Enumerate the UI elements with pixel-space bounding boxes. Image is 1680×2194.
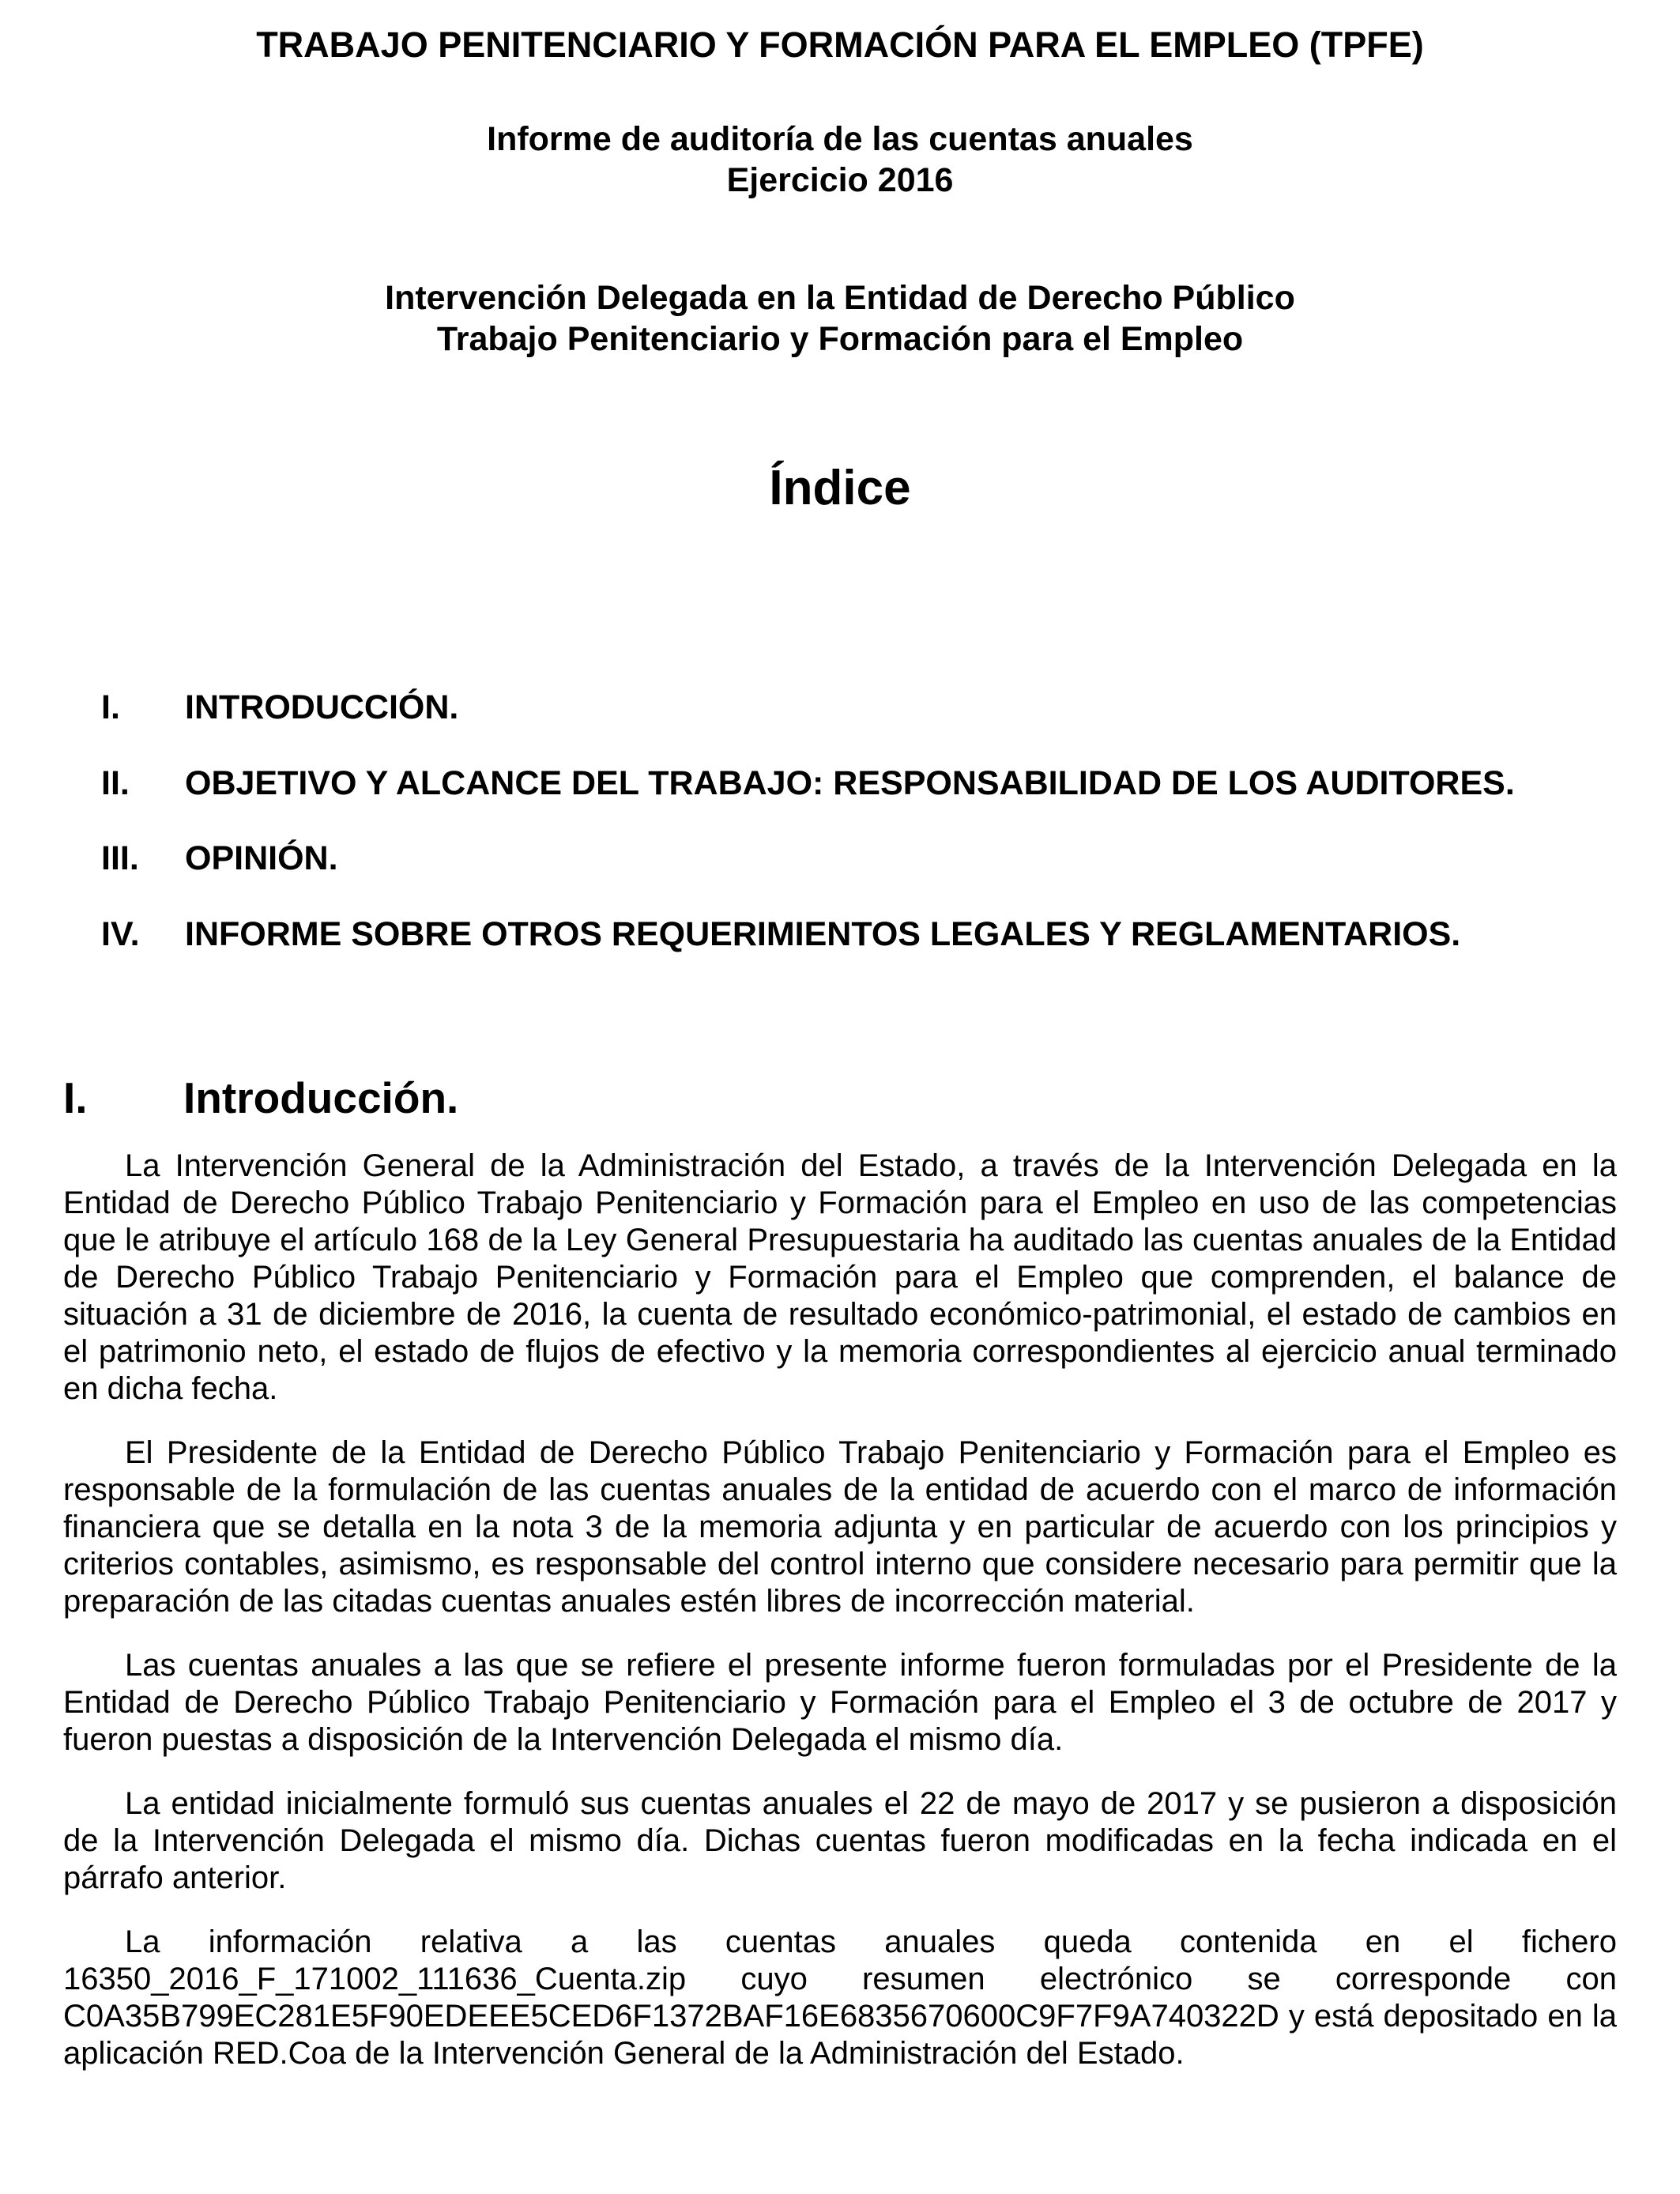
toc-item-opinion: [63, 839, 1617, 880]
report-subtitle-line1: Informe de auditoría de las cuentas anuales: [487, 120, 1193, 158]
toc-item-number: III.: [101, 839, 139, 878]
toc-item-label: OBJETIVO Y ALCANCE DEL TRABAJO: RESPONSABILIDAD DE LOS AUDITORES.: [185, 763, 1515, 802]
toc-item-objetivo: [63, 763, 1617, 805]
toc-item-informe-otros: [63, 914, 1617, 956]
section-number: I.: [63, 1073, 88, 1123]
index-heading: Índice: [769, 460, 911, 515]
toc-item-label: INTRODUCCIÓN.: [185, 688, 459, 726]
paragraph-2: El Presidente de la Entidad de Derecho Público Trabajo Penitenciario y Formación para el Empleo es responsable de la formulación de las cuentas anuales de la entidad de acuerdo con el marco de información financiera que se detalla en la nota 3 de la memoria adjunta y en particular de acuerdo con los principios y criterios contables, asimismo, es responsable del control interno que considere necesario para permitir que la preparación de las citadas cuentas anuales estén libres de incorrección material.: [63, 1434, 1617, 1619]
toc-item-number: IV.: [101, 914, 140, 953]
table-of-contents: [63, 688, 1617, 955]
section-heading-introduccion: [63, 1073, 1617, 1123]
paragraph-1: La Intervención General de la Administración del Estado, a través de la Intervención Delegada en la Entidad de Derecho Público Trabajo Penitenciario y Formación para el Empleo en uso de las competencias que le atribuye el artículo 168 de la Ley General Presupuestaria ha auditado las cuentas anuales de la Entidad de Derecho Público Trabajo Penitenciario y Formación para el Empleo que comprenden, el balance de situación a 31 de diciembre de 2016, la cuenta de resultado económico-patrimonial, el estado de cambios en el patrimonio neto, el estado de flujos de efectivo y la memoria correspondientes al ejercicio anual terminado en dicha fecha.: [63, 1148, 1617, 1406]
organization-line2: Trabajo Penitenciario y Formación para el Empleo: [436, 320, 1244, 359]
toc-item-label: OPINIÓN.: [185, 839, 338, 878]
organization-name: [63, 277, 1617, 360]
report-subtitle-line2: Ejercicio 2016: [726, 161, 954, 200]
section-title: Introducción.: [183, 1073, 459, 1123]
paragraph-5: La información relativa a las cuentas anuales queda contenida en el fichero 16350_2016_F_171002_111636_Cuenta.zip cuyo resumen electrónico se corresponde con C0A35B799EC281E5F90EDEEE5CED6F1372BAF16E6835670600C9F7F9A740322D y está depositado en la aplicación RED.Coa de la Intervención General de la Administración del Estado.: [63, 1924, 1617, 2071]
toc-item-number: I.: [101, 688, 120, 726]
toc-item-introduccion: [63, 688, 1617, 729]
toc-item-number: II.: [101, 763, 130, 802]
toc-item-label: INFORME SOBRE OTROS REQUERIMIENTOS LEGALES Y REGLAMENTARIOS.: [185, 914, 1461, 953]
report-subtitle: [63, 119, 1617, 202]
paragraph-3: Las cuentas anuales a las que se refiere el presente informe fueron formuladas por el Presidente de la Entidad de Derecho Público Trabajo Penitenciario y Formación para el Empleo el 3 de octubre de 2017 y fueron puestas a disposición de la Intervención Delegada el mismo día.: [63, 1647, 1617, 1757]
document-title: TRABAJO PENITENCIARIO Y FORMACIÓN PARA EL EMPLEO (TPFE): [256, 25, 1424, 65]
paragraph-4: La entidad inicialmente formuló sus cuentas anuales el 22 de mayo de 2017 y se pusieron a disposición de la Intervención Delegada el mismo día. Dichas cuentas fueron modificadas en la fecha indicada en el párrafo anterior.: [63, 1785, 1617, 1895]
organization-line1: Intervención Delegada en la Entidad de Derecho Público: [385, 278, 1295, 317]
